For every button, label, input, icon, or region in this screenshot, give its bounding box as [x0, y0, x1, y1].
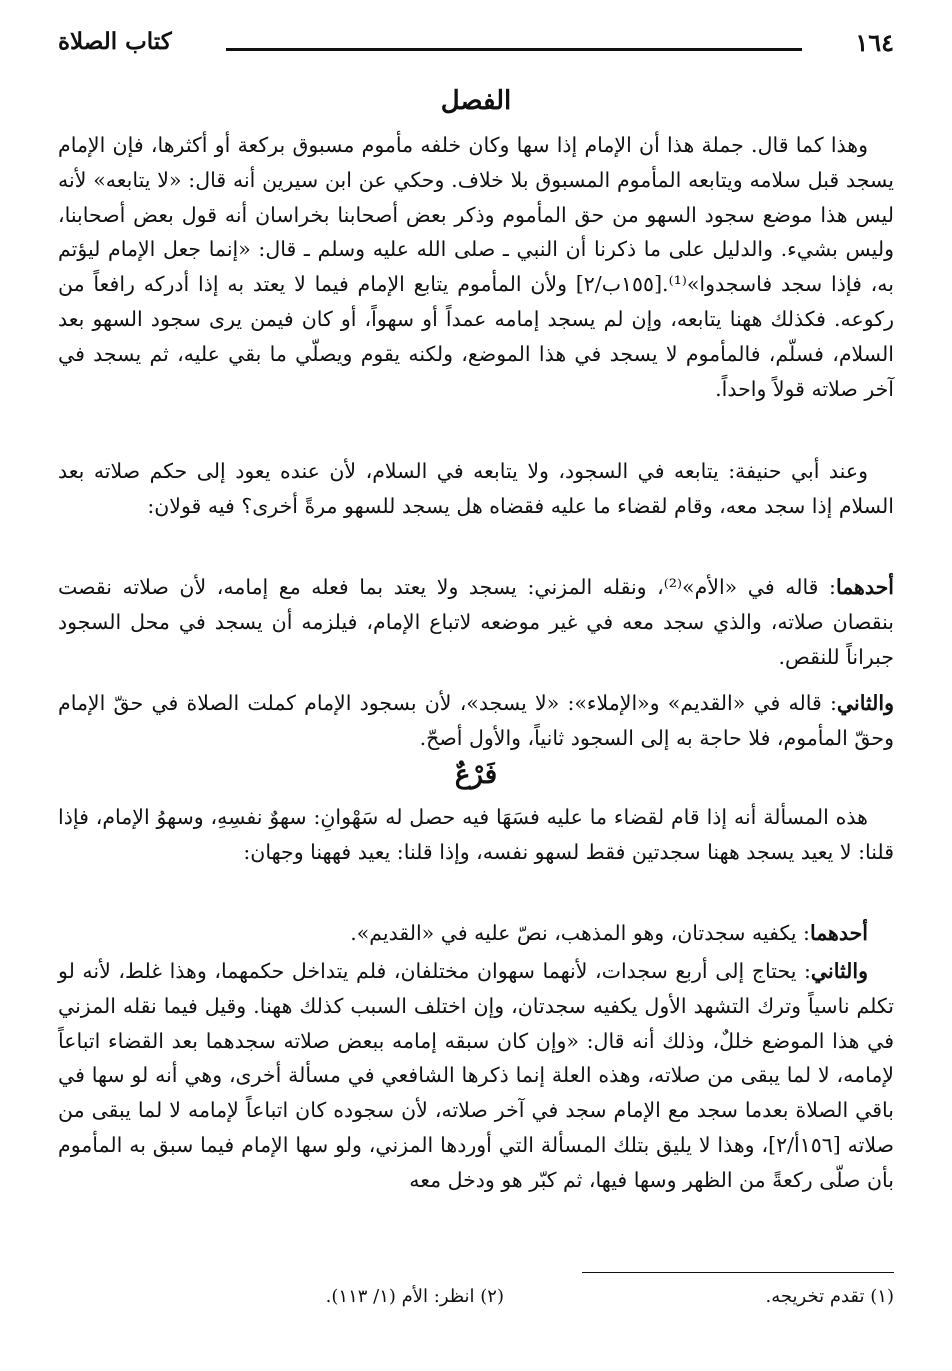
- paragraph-7-label: والثاني: [810, 959, 868, 983]
- paragraph-3-text: : قاله في «الأم»⁽²⁾، ونقله المزني: يسجد ولا يعتد بما فعله مع إمامه، لأن صلاته نقصت بنقصان صلاته، والذي سجد معه في غير موضعه لاتباع الإمام، فيلزمه أن يسجد في محل السجود جبراناً للنقص.: [58, 575, 894, 669]
- paragraph-2: وعند أبي حنيفة: يتابعه في السجود، ولا يتابعه في السلام، لأن عنده يعود إلى حكم صلاته بعد السلام إذا سجد معه، وقام لقضاء ما عليه فقضاه هل يسجد للسهو مرةً أخرى؟ فيه قولان:: [58, 459, 894, 518]
- subheading: فَرْعٌ: [454, 760, 498, 790]
- paragraph-6-text: : يكفيه سجدتان، وهو المذهب، نصّ عليه في «القديم».: [350, 921, 810, 945]
- section-heading: الفصل: [440, 86, 512, 116]
- paragraph-4-label: والثاني: [836, 691, 894, 715]
- paragraph-6: [58, 916, 894, 951]
- paragraph-3: [58, 570, 894, 674]
- page-number: ١٦٤: [855, 28, 894, 57]
- paragraph-4: [58, 686, 894, 756]
- paragraph-5: هذه المسألة أنه إذا قام لقضاء ما عليه فسَهَا فيه حصل له سَهْوانِ: سهوٌ نفسِهِ، وسهوُ الإمام، فإذا قلنا: لا يعيد يسجد ههنا سجدتين فقط لسهو نفسه، وإذا قلنا: يعيد فههنا وجهان:: [58, 805, 894, 864]
- footnote-divider: [582, 1272, 894, 1273]
- paragraph-6-label: أحدهما: [809, 921, 868, 945]
- paragraph-4-text: : قاله في «القديم» و«الإملاء»: «لا يسجد»، لأن بسجود الإمام كملت الصلاة في حقّ الإمام وحقّ المأموم، فلا حاجة به إلى السجود ثانياً، والأول أصحّ.: [58, 691, 894, 750]
- footnote-1: (١) تقدم تخريجه.: [765, 1286, 894, 1307]
- book-title: كتاب الصلاة: [58, 28, 172, 55]
- page-header: [58, 28, 894, 68]
- paragraph-7-text: : يحتاج إلى أربع سجدات، لأنهما سهوان مختلفان، فلم يتداخل حكمهما، وهذا غلط، لأنه لو تكلم ناسياً وترك التشهد الأول يكفيه سجدتان، وإن اختلف السبب كذلك ههنا. وقيل فيما نقله المزني في هذا الموضع خللٌ، وذلك أنه قال: «وإن كان سبقه إمامه ببعض صلاته سجدهما بعد القضاء اتباعاً لإمامه، لا لما يبقى من صلاته، وهذه العلة إنما ذكرها الشافعي في مسألة أخرى، وهي أنه لو سها في باقي الصلاة بعدما سجد مع الإمام سجد في آخر صلاته، لأن سجوده كان اتباعاً لإمامه لا لما يبقى من صلاته [١٥٦أ/٢]، وهذا لا يليق بتلك المسألة التي أوردها المزني، ولو سها الإمام فيما سبق به المأموم بأن صلّى ركعةً من الظهر وسها فيها، ثم كبّر هو ودخل معه: [58, 959, 894, 1192]
- footnote-2: (٢) انظر: الأم (١/ ١١٣).: [325, 1286, 504, 1307]
- footnotes: [58, 1286, 894, 1314]
- header-divider: [226, 48, 802, 51]
- paragraph-3-label: أحدهما: [835, 575, 894, 599]
- paragraph-7: [58, 954, 894, 1198]
- paragraph-1: وهذا كما قال. جملة هذا أن الإمام إذا سها وكان خلفه مأموم مسبوق بركعة أو أكثرها، فإن الإمام يسجد قبل سلامه ويتابعه المأموم المسبوق بلا خلاف. وحكي عن ابن سيرين أنه قال: «لا يتابعه» لأنه ليس هذا موضع سجود السهو من حق المأموم وذكر بعض أصحابنا بخراسان أنه قول بعض أصحابنا، وليس بشيء. والدليل على ما ذكرنا أن النبي ـ صلى الله عليه وسلم ـ قال: «إنما جعل الإمام ليؤتم به، فإذا سجد فاسجدوا»⁽¹⁾.[١٥٥ب/٢] ولأن المأموم يتابع الإمام فيما لا يعتد به إذا أدركه رافعاً من ركوعه. فكذلك ههنا يتابعه، وإن لم يسجد إمامه عمداً أو سهواً، أو كان فيمن يرى سجود السهو بعد السلام، فسلّم، فالمأموم لا يسجد في هذا الموضع، ولكنه يقوم ويصلّي ما بقي عليه، ثم يسجد في آخر صلاته قولاً واحداً.: [58, 133, 894, 401]
